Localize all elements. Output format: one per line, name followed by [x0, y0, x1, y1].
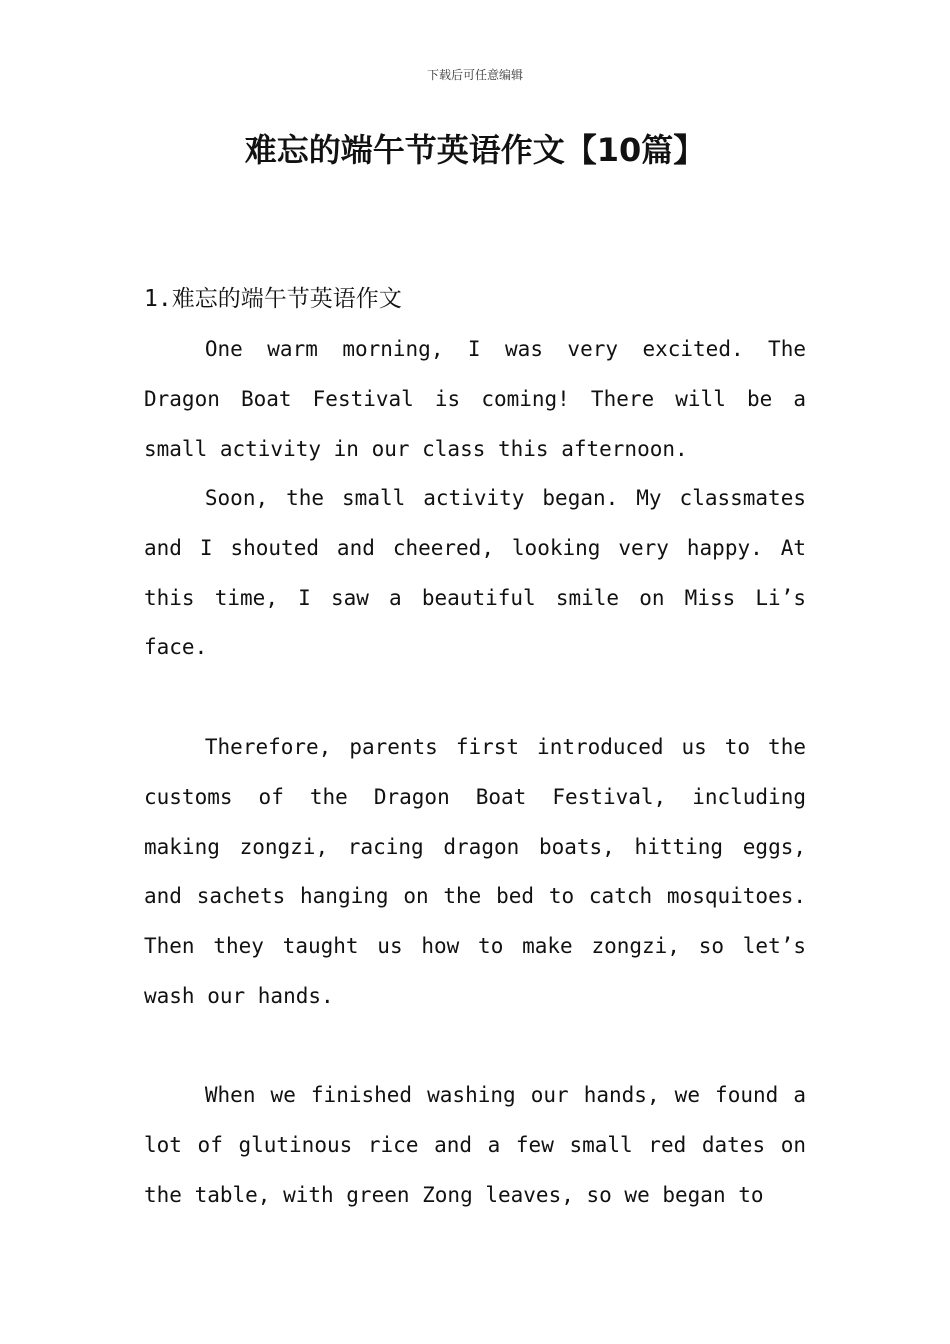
section-heading: 1.难忘的端午节英语作文: [144, 286, 402, 312]
header-note: 下载后可任意编辑: [426, 68, 523, 82]
paragraph-text: Soon, the small activity began. My classmates and I shouted and cheered, looking very happy. At this time, I saw a beautiful smile on Miss Li’s face.: [144, 486, 806, 660]
paragraph-1: [144, 325, 806, 474]
paragraph-3: [144, 723, 806, 1022]
paragraph-text: When we finished washing our hands, we found a lot of glutinous rice and a few small red dates on the table, with green Zong leaves, so we began to: [144, 1083, 806, 1207]
paragraph-2: [144, 474, 806, 673]
paragraph-text: One warm morning, I was very excited. The Dragon Boat Festival is coming! There will be a small activity in our class this afternoon.: [144, 337, 806, 461]
paragraph-4: [144, 1071, 806, 1220]
paragraph-text: Therefore, parents first introduced us to the customs of the Dragon Boat Festival, including making zongzi, racing dragon boats, hitting eggs, and sachets hanging on the bed to catch mosquitoes. Then they taught us how to make zongzi, so let’s wash our hands.: [144, 735, 806, 1008]
document-title: 难忘的端午节英语作文【10篇】: [244, 131, 706, 169]
